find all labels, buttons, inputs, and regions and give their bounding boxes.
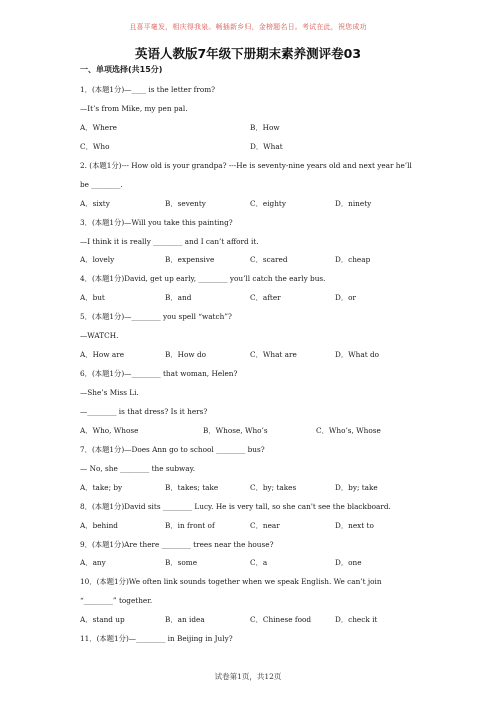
question-5-stem: 5．(本题1分)—________ you spell “watch”? xyxy=(80,312,232,322)
option: B．in front of xyxy=(165,520,215,530)
question-6-line3: —________ is that dress? Is it hers? xyxy=(80,406,208,416)
option: D．one xyxy=(335,558,362,568)
option: A．Where xyxy=(80,122,117,132)
question-3-line2: —I think it is really ________ and I can’t afford it. xyxy=(80,236,259,246)
question-3-stem: 3．(本题1分)—Will you take this painting? xyxy=(80,217,233,227)
option: D．cheap xyxy=(335,255,371,265)
option: B．expensive xyxy=(165,255,215,265)
option: A．Who, Whose xyxy=(80,425,139,435)
option: C．a xyxy=(250,558,268,568)
question-4-stem: 4．(本题1分)David, get up early, ________ you’ll catch the early bus. xyxy=(80,274,326,284)
section-heading: 一、单项选择(共15分) xyxy=(80,65,163,74)
question-6-line2: —She’s Miss Li. xyxy=(80,388,139,398)
option: D．check it xyxy=(335,615,378,625)
option: A．How are xyxy=(80,350,125,360)
option: D．next to xyxy=(335,520,374,530)
page-footer: 试卷第1页，共12页 xyxy=(214,672,282,681)
question-4-options xyxy=(80,289,420,308)
option: A．any xyxy=(80,558,106,568)
option: C．scared xyxy=(250,255,288,265)
question-5-options xyxy=(80,346,420,365)
page-title: 英语人教版7年级下册期末素养测评卷03 xyxy=(134,46,362,61)
option: A．stand up xyxy=(80,615,125,625)
option: B．some xyxy=(165,558,198,568)
option: D．What do xyxy=(335,350,380,360)
option: A．behind xyxy=(80,520,118,530)
option: C．Chinese food xyxy=(250,615,312,625)
top-notice: 且喜平毫发，相庆得我泉。畅插新乡归，金榜题名日。考试在此，祝您成功 xyxy=(129,23,367,31)
option: A．but xyxy=(80,293,105,303)
question-1-line2: —It’s from Mike, my pen pal. xyxy=(80,103,188,113)
question-9-stem: 9．(本题1分)Are there ________ trees near the house? xyxy=(80,539,274,549)
option: D．by; take xyxy=(335,482,378,492)
question-8-options xyxy=(80,517,420,536)
option: C．eighty xyxy=(250,198,286,208)
option: A．lovely xyxy=(80,255,115,265)
option: B．Whose, Who’s xyxy=(203,425,268,435)
question-1-options-row2 xyxy=(80,138,420,157)
question-9-options xyxy=(80,554,420,573)
option: D．What xyxy=(250,141,283,151)
option: B．takes; take xyxy=(165,482,219,492)
question-7-options xyxy=(80,479,420,498)
question-7-line2: — No, she ________ the subway. xyxy=(80,463,196,473)
option: C．by; takes xyxy=(250,482,297,492)
question-7-stem: 7．(本题1分)—Does Ann go to school ________ bus? xyxy=(80,444,265,454)
option: A．sixty xyxy=(80,198,110,208)
option: C．near xyxy=(250,520,280,530)
question-6-options xyxy=(80,422,420,441)
option: B．How do xyxy=(165,350,207,360)
question-8-stem: 8．(本题1分)David sits ________ Lucy. He is very tall, so she can't see the blackboard. xyxy=(80,501,391,511)
question-10-stem: 10．(本题1分)We often link sounds together when we speak English. We can’t join xyxy=(80,577,382,587)
question-11-stem: 11．(本题1分)—________ in Beijing in July? xyxy=(80,634,233,644)
question-6-stem: 6．(本题1分)—________ that woman, Helen? xyxy=(80,369,238,379)
option: C．Who’s, Whose xyxy=(316,425,381,435)
option: D．or xyxy=(335,293,357,303)
question-5-line2: —WATCH. xyxy=(80,331,119,341)
question-2-options xyxy=(80,195,420,214)
option: B．How xyxy=(250,122,280,132)
question-10-line2: “________” together. xyxy=(80,596,153,606)
question-1-options-row1 xyxy=(80,119,420,138)
option: C．Who xyxy=(80,141,110,151)
option: C．after xyxy=(250,293,281,303)
option: B．an idea xyxy=(165,615,205,625)
option: D．ninety xyxy=(335,198,372,208)
question-3-options xyxy=(80,251,420,270)
question-1-stem: 1．(本题1分)—____ is the letter from? xyxy=(80,85,216,94)
option: B．and xyxy=(165,293,192,303)
question-2-stem: 2. (本题1分)--- How old is your grandpa? ---He is seventy-nine years old and next year he’ll be ________. xyxy=(80,160,412,189)
question-list xyxy=(80,81,420,649)
option: C．What are xyxy=(250,350,297,360)
question-10-options xyxy=(80,611,420,630)
option: A．take; by xyxy=(80,482,123,492)
option: B．seventy xyxy=(165,198,206,208)
